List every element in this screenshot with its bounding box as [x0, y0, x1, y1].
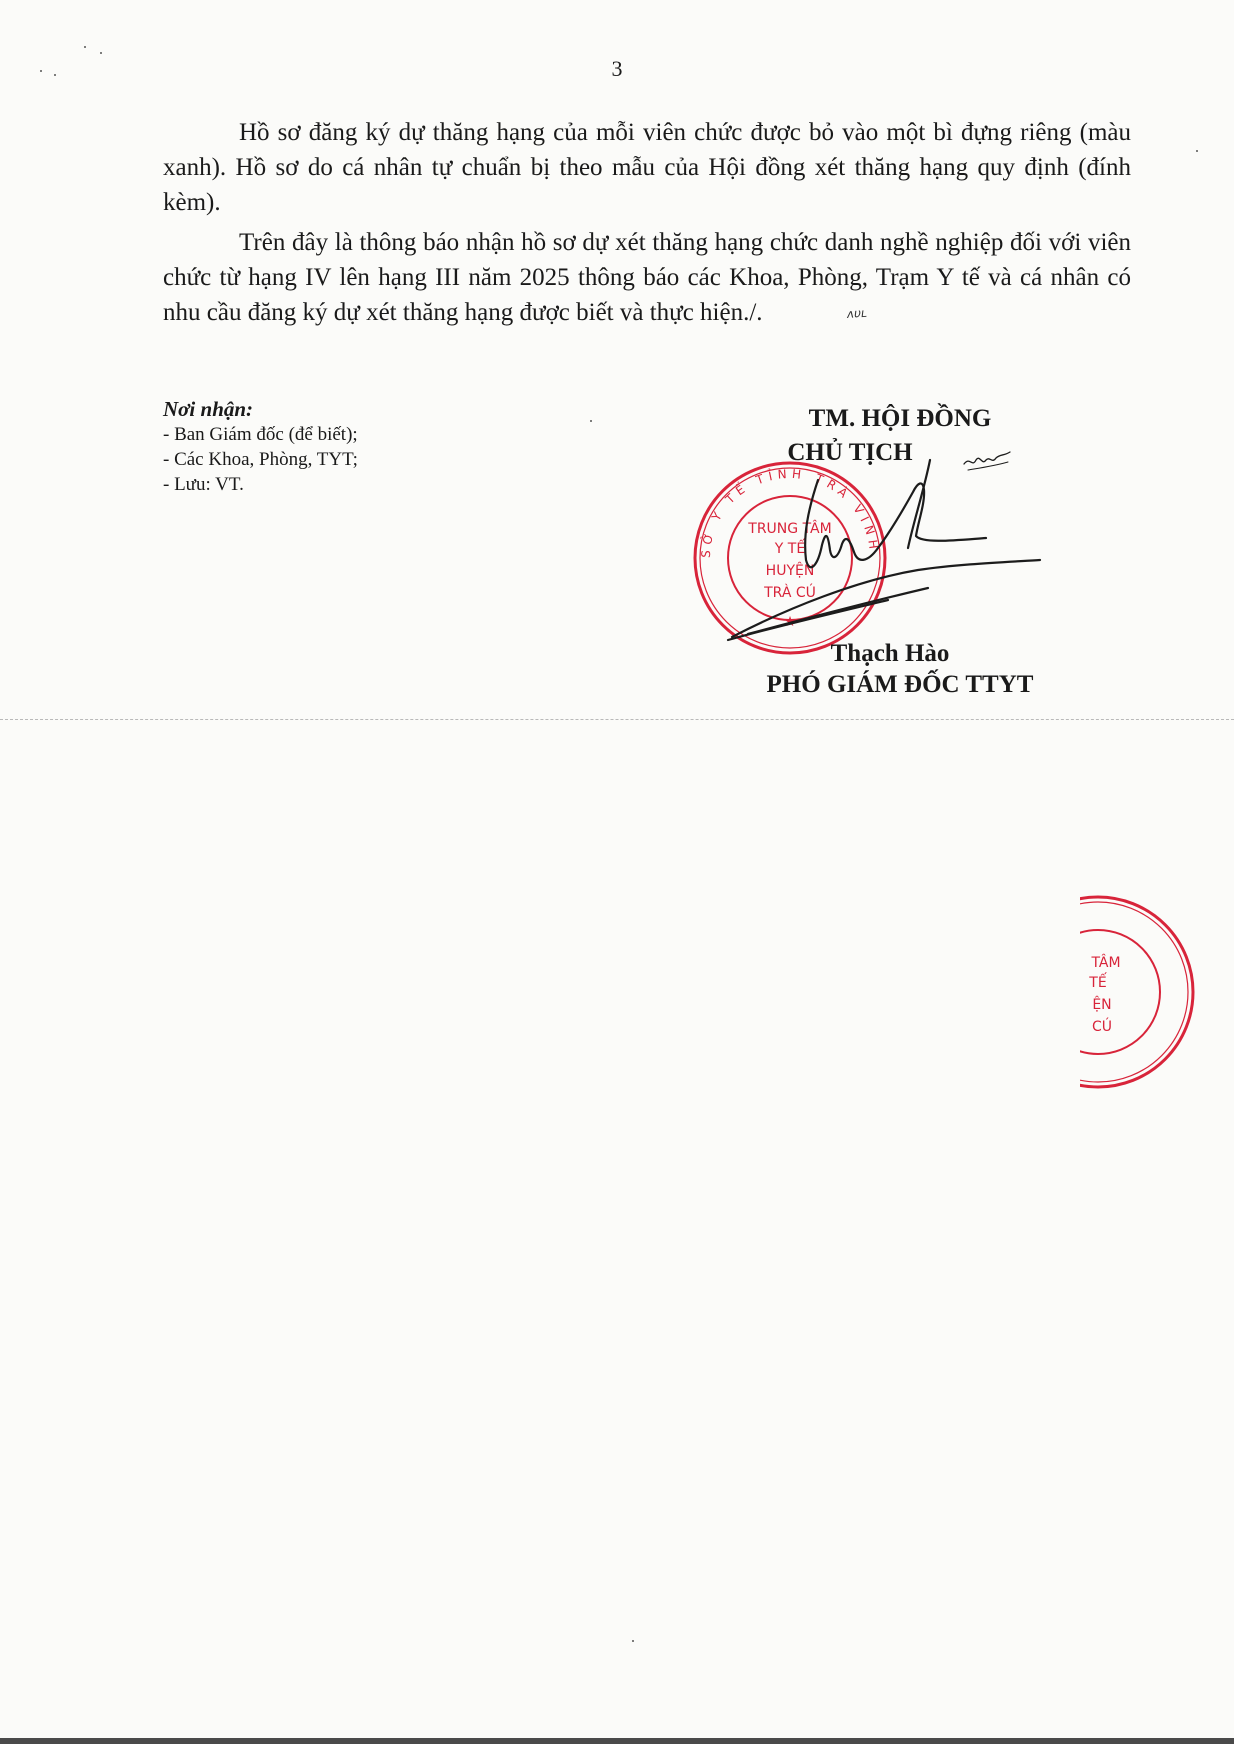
partial-seal: [1080, 892, 1198, 1092]
council-label: TM. HỘI ĐỒNG: [808, 405, 992, 432]
paragraph-closing-notice: [163, 225, 1131, 334]
scan-speck: [632, 1640, 634, 1642]
chair-title: CHỦ TỊCH: [787, 439, 913, 466]
seal-line: Y TẾ: [774, 541, 806, 557]
paragraph-closing-text: Trên đây là thông báo nhận hồ sơ dự xét thăng hạng chức danh nghề nghiệp đối với viên chức từ hạng IV lên hạng III năm 2025 thông báo các Khoa, Phòng, Trạm Y tế và cá nhân có nhu cầu đăng ký dự xét thăng hạng được biết và thực hiện./.: [163, 229, 1131, 326]
scan-speck: [40, 70, 42, 72]
chair-initials-mark: [962, 446, 1012, 474]
signer-position: PHÓ GIÁM ĐỐC TTYT: [766, 671, 1034, 698]
paragraph-dossier-envelope: Hồ sơ đăng ký dự thăng hạng của mỗi viên chức được bỏ vào một bì đựng riêng (màu xanh). Hồ sơ do cá nhân tự chuẩn bị theo mẫu của Hội đồng xét thăng hạng quy định (đính kèm).: [163, 119, 1131, 216]
recipient-item: - Các Khoa, Phòng, TYT;: [163, 449, 358, 470]
recipients-title: Nơi nhận:: [163, 397, 254, 421]
partial-seal-icon: [1080, 892, 1198, 1092]
handwritten-initials: ʌυʟ: [845, 305, 868, 322]
partial-seal-line: TÂM: [1091, 955, 1121, 971]
page-divider: [0, 719, 1234, 720]
seal-line: TRÀ CÚ: [764, 585, 816, 601]
scan-speck: [1196, 150, 1198, 152]
scan-speck: [100, 52, 102, 54]
seal-line: TRUNG TÂM: [748, 521, 832, 537]
seal-star: ★: [783, 615, 797, 630]
seal-ring-text: SỞ Y TẾ TỈNH TRÀ VINH: [698, 466, 882, 559]
scan-speck: [590, 420, 592, 422]
scan-speck: [84, 46, 86, 48]
recipient-item: - Lưu: VT.: [163, 474, 244, 495]
partial-seal-line: TẾ: [1089, 975, 1107, 991]
seal-line: HUYỆN: [765, 563, 815, 579]
partial-seal-line: ỆN: [1092, 997, 1112, 1013]
signer-name: Thạch Hào: [830, 640, 950, 667]
scan-edge-bar: [0, 1738, 1234, 1744]
recipient-item: - Ban Giám đốc (để biết);: [163, 424, 358, 445]
page-number: 3: [611, 56, 623, 81]
recipients-block: [163, 397, 358, 497]
partial-seal-line: CÚ: [1091, 1019, 1113, 1035]
scan-speck: [54, 74, 56, 76]
